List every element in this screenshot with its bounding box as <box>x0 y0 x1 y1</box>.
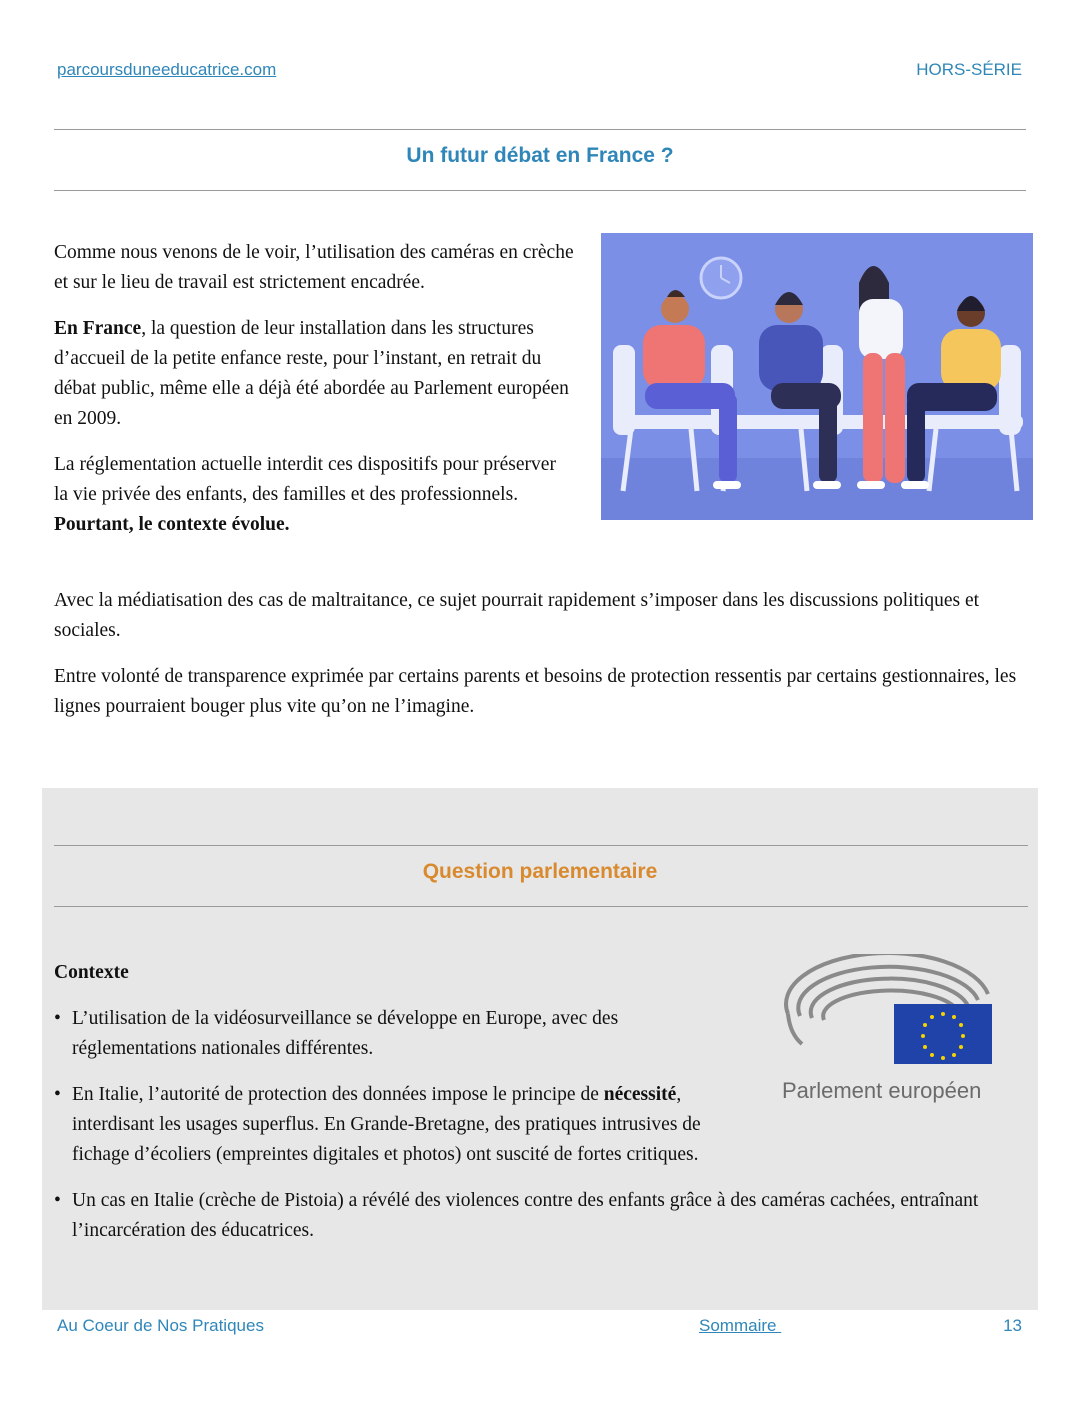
section-title: Un futur débat en France ? <box>406 144 674 167</box>
bullet-list <box>54 1004 1024 1246</box>
site-link[interactable]: parcoursduneeducatrice.com <box>57 60 277 79</box>
intro-text <box>54 238 574 556</box>
paragraph: Comme nous venons de le voir, l’utilisation des caméras en crèche et sur le lieu de travail est strictement encadrée. <box>54 242 574 293</box>
divider <box>54 845 1028 846</box>
box-title: Question parlementaire <box>422 860 658 883</box>
group-meeting-image <box>601 233 1033 520</box>
list-item <box>54 1004 692 1064</box>
bold-text: nécessité <box>603 1084 677 1105</box>
text: La réglementation actuelle interdit ces dispositifs pour préserver la vie privée des enfants, des familles et des professionnels. <box>54 454 556 505</box>
page-number: 13 <box>1003 1316 1022 1335</box>
divider <box>54 190 1026 191</box>
body-text <box>54 586 1034 738</box>
sommaire-link[interactable]: Sommaire <box>699 1316 782 1335</box>
text: , la question de leur installation dans les structures d’accueil de la petite enfance reste, pour l’instant, en retrait du débat public, même elle a déjà été abordée au Parlement européen en 2009. <box>54 318 569 429</box>
paragraph: Avec la médiatisation des cas de maltraitance, ce sujet pourrait rapidement s’imposer dans les discussions politiques et sociales. <box>54 590 980 641</box>
divider <box>54 129 1026 130</box>
magazine-name: Au Coeur de Nos Pratiques <box>57 1316 264 1335</box>
paragraph: Entre volonté de transparence exprimée par certains parents et besoins de protection ressentis par certains gestionnaires, les lignes pourraient bouger plus vite qu’on ne l’imagine. <box>54 666 1017 717</box>
text: L’utilisation de la vidéosurveillance se développe en Europe, avec des réglementations nationales différentes. <box>72 1008 619 1059</box>
edition-label: HORS-SÉRIE <box>916 60 1022 79</box>
logo-label: Parlement européen <box>782 1078 982 1103</box>
list-item <box>54 1186 1024 1246</box>
text: Un cas en Italie (crèche de Pistoia) a révélé des violences contre des enfants grâce à des caméras cachées, entraînant l’incarcération des éducatrices. <box>72 1190 979 1241</box>
list-item <box>54 1080 1024 1170</box>
context-heading: Contexte <box>54 962 129 983</box>
divider <box>54 906 1028 907</box>
context-list <box>54 1004 1024 1262</box>
paragraph <box>54 450 574 540</box>
discussion-illustration <box>601 233 1033 520</box>
paragraph <box>54 314 574 434</box>
bold-text: En France <box>54 318 142 339</box>
bold-text: Pourtant, le contexte évolue. <box>54 514 290 535</box>
text: • En Italie, l’autorité de protection des données impose le principe de nécessité, interdisant les usages superflus. En Grande-Bretagne, des pratiques intrusives de fichage d’écoliers (empreintes digitales et photos) ont suscité de fortes critiques. <box>72 1084 701 1165</box>
